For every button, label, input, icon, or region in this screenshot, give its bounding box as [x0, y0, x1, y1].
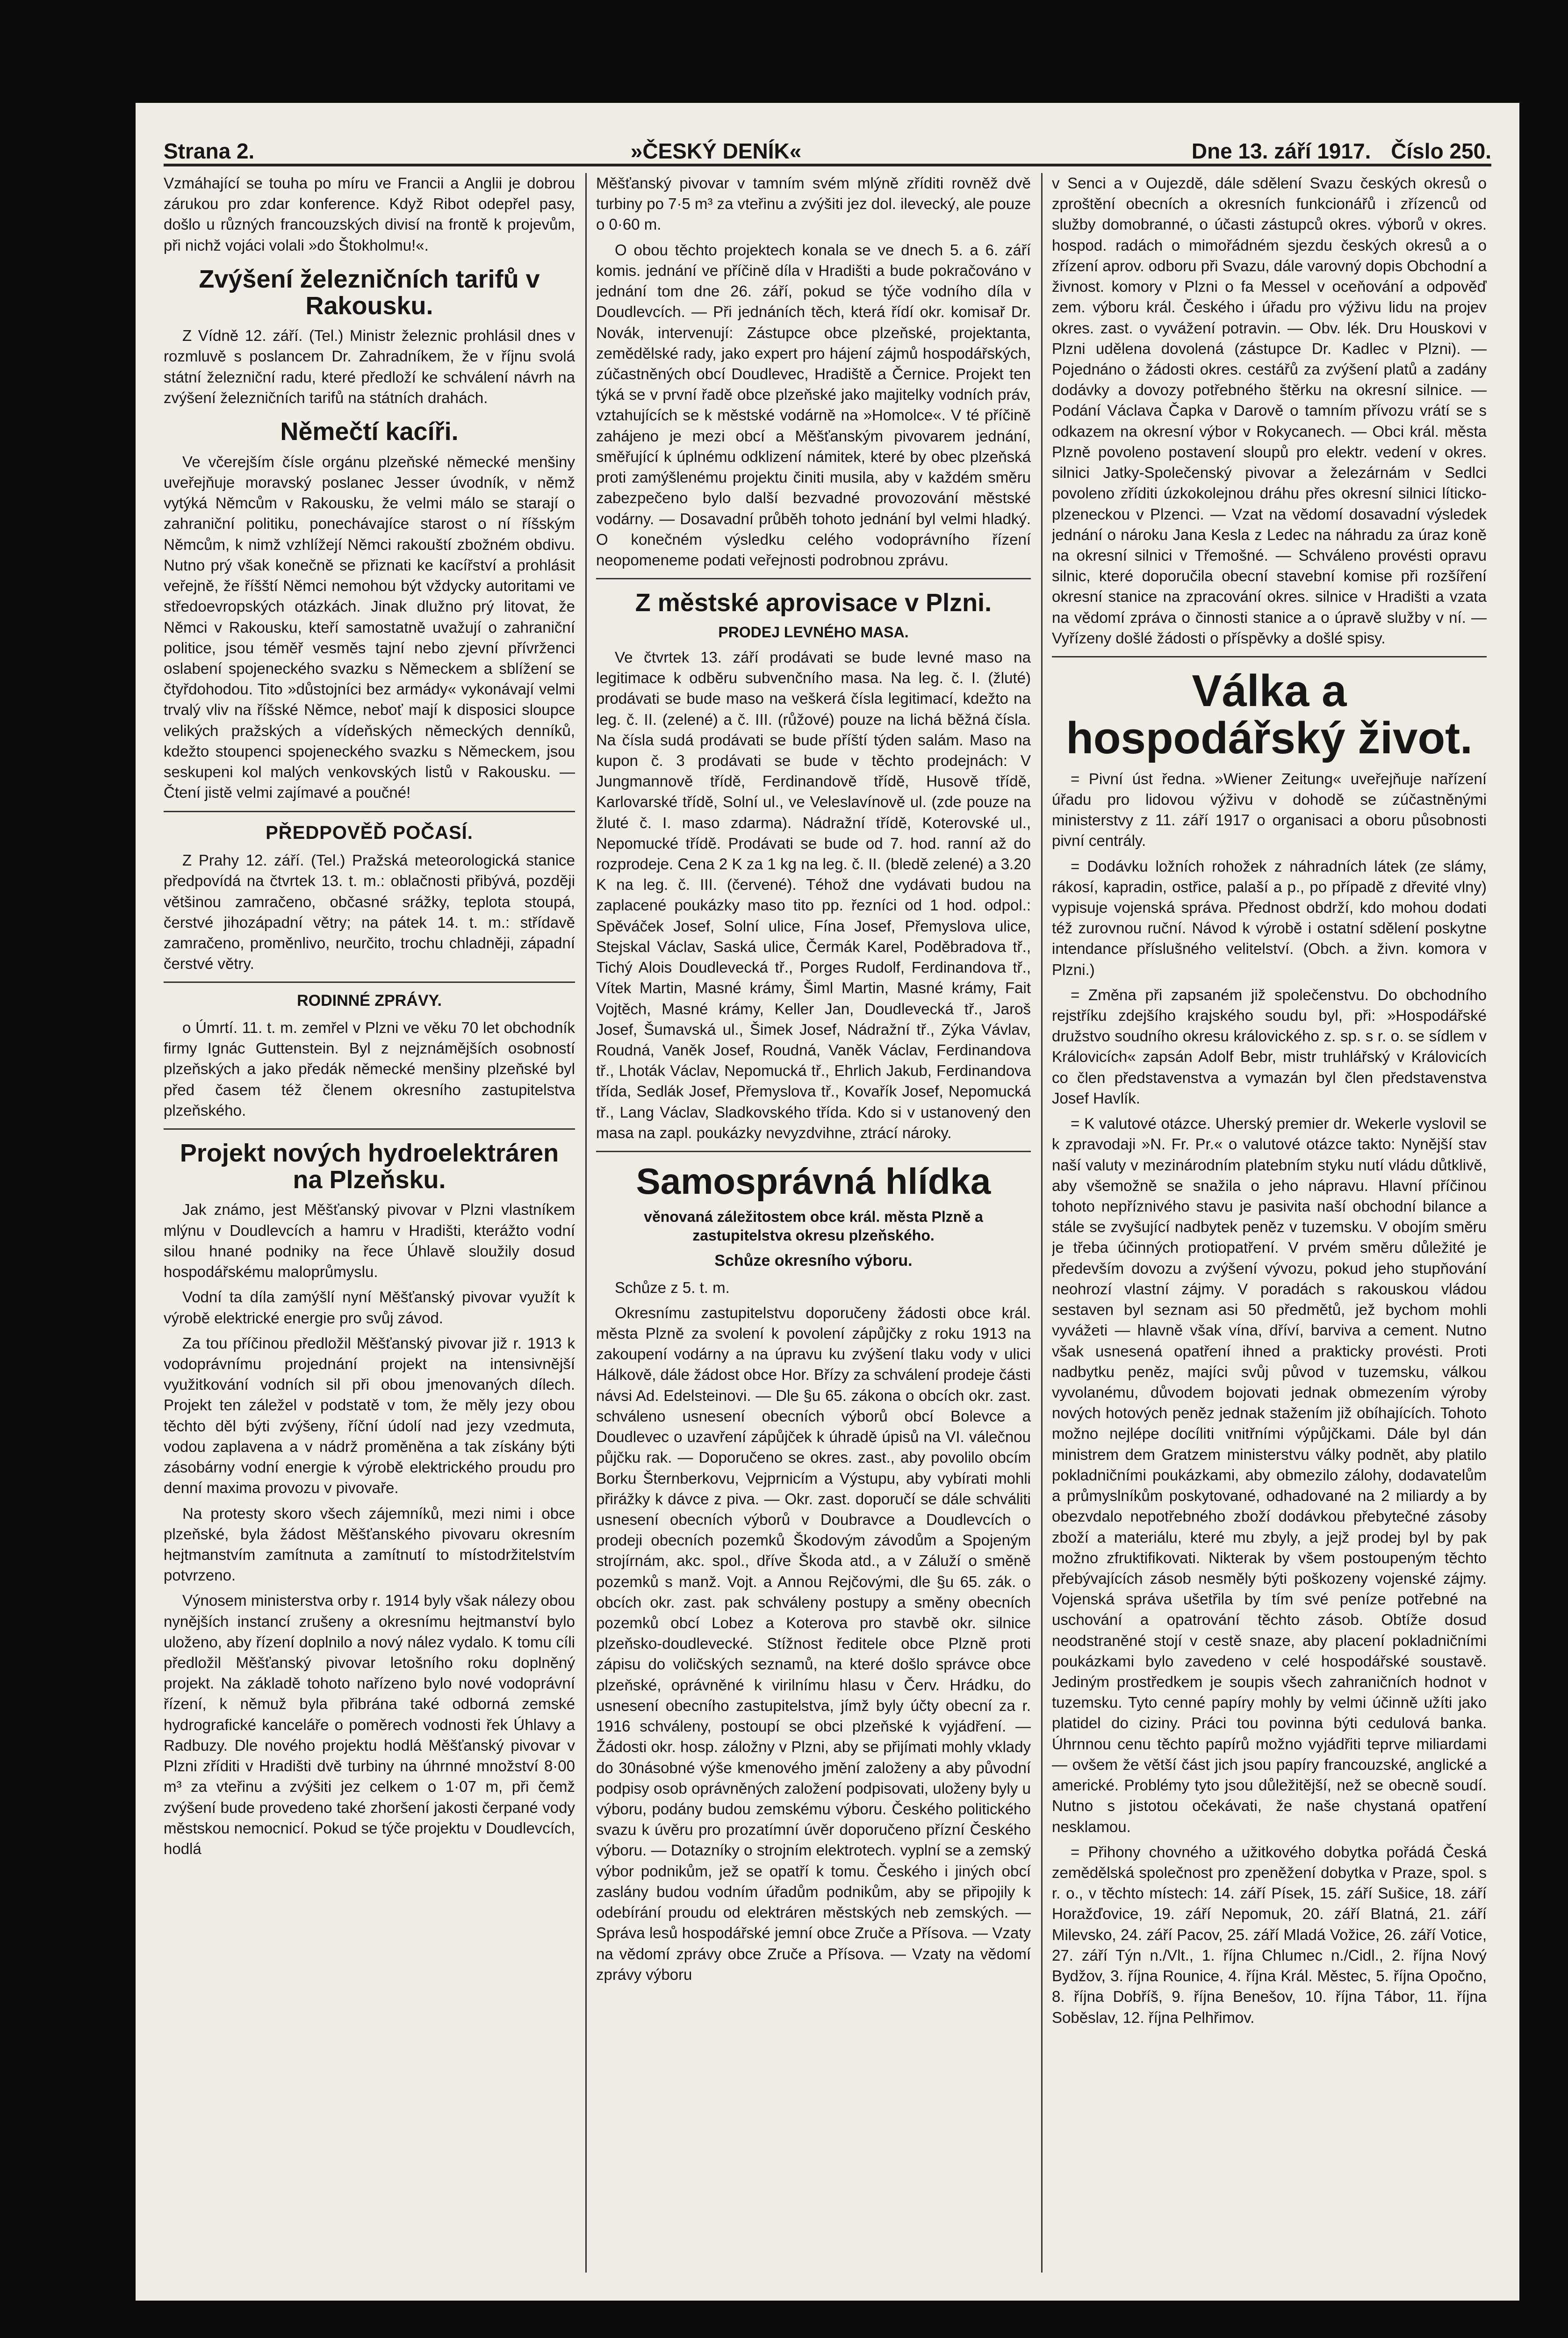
headline-kacir: Němečtí kacíři. — [280, 418, 459, 446]
divider — [596, 1151, 1031, 1152]
article-text: Okresnímu zastupitelstvu doporučeny žádosti obce král. města Plzně za svolení k povolení zápůjčky z roku 1913 na zakoupení vodárny a na úpravu ku zvýšení tlaku vody v ulici Hálkově, dále žádost obce Hor. Břízy za schválení prodeje části návsi Ad. Edelsteinovi. — Dle §u 65. zákona o obcích okr. zast. schváleno usnesení obecních výborů obcí Bolevce a Doudlevec o uzavření zápůjček k úhradě úpisů na VI. válečnou půjčku rak. — Doporučeno se okres. zast., aby povolilo obcím Borku Šternberkovu, Vejprnicím a Výstupu, aby vybírati mohli přirážky k dávce z piva. — Okr. zast. doporučí se dále schváliti usnesení obecních výborů v Doubravce a Doudlevcích o prodeji obecních pozemků Škodovým závodům a Spojeným strojírnám, akc. spol., dříve Škoda atd., a v Záluží o směně pozemků s manž. Vojt. a Annou Rejčovými, dle §u 65. zák. o obcích okr. zast. pak schváleny postupy a směny obecních pozemků obcí Lobez a Koterova pro stavbě okr. silnice plzeňsko-doudlevecké. Stížnost ředitele obce Plzně proti zápisu do voličských seznamů, na které došlo správce obce plzeňské, oprávněné k virilnímu hlasu v Červ. Hrádku, do usnesení obecního zastupitelstva, jímž byly účty obecní za r. 1916 schváleny, postoupí se obci plzeňské k vyjádření. — Žádosti okr. hosp. záložny v Plzni, aby se přijímati mohly vklady do 30násobné výše kmenového jmění založeny a aby původní podpisy osob oprávněných založení podpisovati, uloženy byly u výboru, podány budou zemskému výboru. Českého politického svazu k úvěru pro prozatímní úvěr doporučeno přízní Českého výboru. — Dotazníky o strojním elektrotech. vyplní se a zemský výbor podnikům, jež se opatří k tomu. Českého i jiných obcí zaslány budou vodním úřadům podnikům, aby se připojily k odebírání proudu od elektráren městských neb zemských. — Správa lesů hospodářské jemní obce Zruče a Přísova. — Vzaty na vědomí zprávy obce Zruče a Přísova. — Vzaty na vědomí zprávy výboru — [596, 1304, 1031, 1983]
divider — [164, 981, 575, 983]
article-text: Výnosem ministerstva orby r. 1914 byly však nálezy obou nynějších instancí zrušeny a okresnímu hejtmanství bylo uloženo, aby řízení doplnilo a nový nález vydalo. K tomu cíli předložil Měšťanský pivovar letošního roku doplněný projekt. Na základě tohoto nařízeno bylo nové vodoprávní řízení, k němuž byla přibrána také odborná zemské hydrografické kanceláře o poměrech vodnosti řek Úhlavy a Radbuzy. Dle nového projektu hodlá Měšťanský pivovar v Plzni zříditi v Hradišti dvě turbiny na úhrnné množství 8·00 m³ za vteřinu a zvýšiti jez celkem o 1·07 m, při čemž zvýšení bude provedeno také zhoršení jakosti čerpané vody městskou nemocnicí. Pokud se týče projektu v Doudlevcích, hodlá — [164, 1592, 575, 1858]
article-text: = Změna při zapsaném již společenstvu. Do obchodního rejstříku zdejšího krajského soudu byl, při: »Hospodářské družstvo soudního okresu královického z. sp. s r. o. se sídlem v Královicích« zapsán Adolf Bebr, mistr truhlářský v Královicích co člen představenstva a vymazán byl člen představenstva Josef Havlík. — [1052, 986, 1487, 1107]
headline-tarify: Zvýšení železničních tarifů v Rakousku. — [199, 265, 540, 320]
column-divider — [585, 173, 587, 2273]
article-text: Měšťanský pivovar v tamním svém mlýně zříditi rovněž dvě turbiny po 7·5 m³ za vteřinu a zvýšiti jez dol. ilevecký, ale pouze o 0·60 m. — [596, 174, 1031, 233]
column-1 — [164, 173, 575, 2273]
divider — [596, 578, 1031, 579]
column-3 — [1052, 173, 1487, 2273]
article-text: = Pivní úst ředna. »Wiener Zeitung« uveřejňuje nařízení úřadu pro lidovou výživu v dohodě se zúčastněnými ministerstvy z 11. září 1917 o organisaci a oboru působnosti pivní centrály. — [1052, 770, 1487, 850]
article-text: Schůze z 5. t. m. — [615, 1278, 730, 1296]
headline-valka: Válka a hospodářský život. — [1066, 666, 1473, 763]
divider — [164, 1128, 575, 1130]
article-text: = Přihony chovného a užitkového dobytka pořádá Česká zemědělská společnost pro zpeněžení dobytka v Praze, spol. s r. o., v těchto místech: 14. září Písek, 15. září Sušice, 18. září Horažďovice, 19. září Nepomuk, 20. září Blatná, 21. září Milevsko, 24. září Pacov, 25. září Mladá Vožice, 26. září Votice, 27. září Týn n./Vlt., 1. října Chlumec n./Cidl., 2. října Nový Bydžov, 3. října Rounice, 4. října Král. Městec, 5. října Opočno, 8. října Dobříš, 9. října Benešov, 10. října Tábor, 11. října Soběslav, 12. října Pelhřimov. — [1052, 1843, 1487, 2026]
article-text: Ve čtvrtek 13. září prodávati se bude levné maso na legitimace k odběru subvenčního masa. Na leg. č. I. (žluté) prodávati se bude maso na veškerá čísla legitimací, kdežto na leg. č. II. (zelené) a č. III. (růžové) pouze na lichá běžná čísla. Na čísla sudá prodávati se bude příští týden salám. Maso na kupon č. 3 prodávati se bude v těchto prodejnách: V Jungmannově třídě, Ferdinandově třídě, Husově třídě, Karlovarské třídě, Solní ul., ve Veleslavínově ul. (zde pouze na žluté č. I. maso zdarma). Nádražní třídě, Koterovské ul., Nepomucké třídě. Prodávati se bude od 7. hod. ranní až do rozprodeje. Cena 2 K za 1 kg na leg. č. II. (bledě zelené) a 3.20 K na leg. č. III. (červené). Téhož dne vydávati budou na zaplacené poukázky maso tito pp. řezníci od 1 hod. odpol.: Spěváček Josef, Solní ulice, Fína Josef, Přemyslova ulice, Stejskal Václav, Saská ulice, Čermák Karel, Poděbradova tř., Tichý Alois Doudlevecká tř., Porges Rudolf, Ferdinandova tř., Vítek Martin, Masné krámy, Šiml Martin, Masné krámy, Fait Vojtěch, Masné krámy, Keller Jan, Doudlevecká tř., Jaroš Josef, Šumavská ul., Šimek Josef, Nádražní tř., Zýka Vávlav, Roudná, Vaněk Josef, Roudná, Vaněk Václav, Ferdinandova tř., Lhoták Václav, Nepomucká tř., Ehrlich Jakub, Ferdinandova třída, Sedlák Josef, Přemyslova tř., Kovařík Josef, Nepomucká tř., Lang Václav, Sladkovského třída. Kdo si v ustanovený den masa na zapl. poukázky nevyzdvihne, ztrácí nároky. — [596, 648, 1031, 1141]
column-divider — [1041, 173, 1043, 2273]
headline-rodinne: RODINNÉ ZPRÁVY. — [297, 992, 442, 1010]
column-2 — [596, 173, 1031, 2273]
header-right — [1178, 138, 1491, 164]
article-text: = Dodávku ložních rohožek z náhradních látek (ze slámy, rákosí, kapradin, ostřice, palaší a p., po případě z dřevité vlny) vypisuje vojenská správa. Přednost obdrží, kdo mohou dodati též zurovnou ruční. Návod k výrobě i ostatní sdělení poskytne intendance příslušného velitelství. (Obch. a živn. komora v Plzni.) — [1052, 857, 1487, 978]
article-text: v Senci a v Oujezdě, dále sdělení Svazu českých okresů o zproštění obecních a okresních funkcionářů i zřízenců od služby domobranné, o účasti zástupců okres. výborů v okres. hospod. radách o mimořádném sjezdu českých okresů a o zřízení aprov. odboru při Svazu, dále varovný dopis Obchodní a živnost. komory v Plzni o fa Messel v oceňování a odpověď zem. výboru král. Českého i úřadu pro výživu lidu na projev okres. zast. o vyvážení potravin. — Obv. lék. Dru Houskovi v Plzni udělena dovolená (zástupce Dr. Kadlec v Plzni). — Pojednáno o žádosti okres. cestářů za zvýšení platů a zadány dodávky a dovozy potřebného štěrku na okresní silnice. — Podání Václava Čapka v Darově o tamním přívozu vrátí se s odkazem na okresní výbor v Rokycanech. — Obci král. města Plzně povoleno postavení sloupů pro elektr. vedení v okres. silnici Jatky-Společenský pivovar a železárnám v Sedlci povoleno zříditi úzkokolejnou dráhu přes okresní silnici líticko-plzeneckou v Plzenci. — Vzat na vědomí dosavadní výsledek jednání o nároku Jana Kesla z Ledec na náhradu za úraz koně na okresní silnici v Třemošné. — Schváleno provésti opravu silnic, které doporučila obecní stavební komise při rozšíření okresní stanice na zpracování okres. silnice v Hradišti a vzata na vědomí zpráva o činnosti stanice a o úpravě služby v ní. — Vyřízeny došlé žádosti o příspěvky a došlé spisy. — [1052, 174, 1487, 647]
article-text: Vzmáhající se touha po míru ve Francii a Anglii je dobrou zárukou pro zdar konference. Když Ribot odepřel pasy, došlo u různých francouzských divisí na frontě k projevům, při nichž vojáci volali »do Štokholmu!«. — [164, 174, 575, 254]
headline-aprovisace: Z městské aprovisace v Plzni. — [635, 589, 992, 617]
divider — [1052, 656, 1487, 657]
headline-pocasi: PŘEDPOVĚĎ POČASÍ. — [266, 822, 473, 843]
divider — [164, 811, 575, 812]
headline-projekt: Projekt nových hydroelektráren na Plzeňsku. — [180, 1139, 559, 1194]
headline-hlidka: Samosprávná hlídka — [636, 1161, 991, 1202]
masthead-title: »ČESKÝ DENÍK« — [630, 139, 802, 163]
article-text: Z Prahy 12. září. (Tel.) Pražská meteorologická stanice předpovídá na čtvrtek 13. t. m.: oblačnosti přibývá, později většinou zamračeno, občasné srážky, teplota stoupá, čerstvé jihozápadní větry; na pátek 14. t. m.: střídavě zamračeno, proměnlivo, neurčito, trochu chladněji, západní čerstvé větry. — [164, 851, 575, 973]
subheadline: věnovaná záležitostem obce král. města Plzně a zastupitelstva okresu plzeňského. — [644, 1208, 983, 1244]
page-header — [164, 131, 1491, 166]
article-text: = K valutové otázce. Uherský premier dr. Wekerle vyslovil se k zpravodaji »N. Fr. Pr.« o valutové otázce takto: Nynější stav naší valuty v mezinárodním platebním styku nutí vládu důtklivě, aby všemožně se snažila o jeho nápravu. Hlavní příčinou tohoto nepříznivého stavu je pasivita naší obchodní bilance a stále se zvyšující nadbytek peněz v tuzemsku. V obojím směru je třeba účinných protiopatření. V prvém směru důležité je především dovozu a zvýšení vývozu, pokud jeho stupňování neohrozí vlastní zájmy. V poradách s rakouskou vládou sestaven byl seznam asi 50 předmětů, jež bychom mohli vyvážeti — hlavně však vína, dříví, barviva a cement. Nutno však usnesená opatření ihned a prakticky provésti. Proti nadbytku peněz, majíci svůj původ v tuzemsku, válkou vyvolanému, důvodem bojovati jednak obmezením výroby nových hotových peněz jednak stažením již obíhajících. Tohoto možno nejlépe docíliti vnitřními výpůjčkami. Dále byl dán ministrem dem Gratzem ministerstvu války podnět, aby platilo pokladničními poukázkami, aby obmezilo zálohy, dodavatelům a průmyslníkům poskytované, odhadované na 2 miliardy a by obezvdalo nepotřebného zboží dodávkou přebytečné zásoby zboží a materiálu, které mu zbyly, a jejž prodej byl by pak možno zfruktifikovati. Nikterak by všem postoupeným těchto přebývajících zásob nesměly býti poškozeny vojenské zájmy. Vojenská správa ušetřila by tím své peníze potřebné na uschování a opatrování těchto zásob. Obtíže dosud neodstraněné stojí v cestě snaze, aby placení pokladničními poukázkami bylo zavedeno v celé hospodářské soustavě. Jediným prostředkem je soupis všech zahraničních hodnot v tuzemsku. Tyto cenné papíry mohly by velmi účinně užíti jako platidel do ciziny. Práci tou povinna býti cedulová banka. Úhrnnou cenu těchto papírů možno vyjádřiti teprve miliardami — ovšem že větší část jich jsou papíry francouzské, anglické a americké. Problémy tyto jsou důležitější, než se obecně soudí. Nutno s jistotou očekávati, že naše chystaná opatření nesklamou. — [1052, 1115, 1487, 1835]
article-text: o Úmrtí. 11. t. m. zemřel v Plzni ve věku 70 let obchodník firmy Ignác Guttenstein. Byl z nejznámějších osobností plzeňských a jako předák německé menšiny plzeňské byl před časem též členem okresního zastupitelstva plzeňského. — [164, 1018, 575, 1119]
article-text: Ve včerejším čísle orgánu plzeňské německé menšiny uveřejňuje moravský poslanec Jesser úvodník, v němž vytýká Němcům v Rakousku, že velmi málo se starají o zahraniční politiku, ponechávajíce starost o ní říšským Němcům, k nimž vzhlížejí Němci rakouští zbožném obdivu. Nutno prý však konečně se přiznati ke kacířství a prohlásit veřejně, že říšští Němci nemohou být vždycky autoritami ve středoevropských otázkách. Jinak dlužno prý litovat, že Němci v Rakousku, kteří samostatně uvažují o zahraniční politice, jsou téměř vesměs tajní nebo zjevní přívrženci oslabení spojeneckého svazku s Německem a sblížení se čtyřdohodou. Tito »důstojníci bez armády« vykonávají velmi trvalý vliv na říšské Němce, neboť mají k disposici sloupce velikých pražských a vídeňských německých denníků, kdežto stoupenci spojeneckého svazku s Německem, jsou seskupeni kol malých venkovských listů v Rakousku. — Čtení jistě velmi zajímavé a poučné! — [164, 453, 575, 801]
article-text: O obou těchto projektech konala se ve dnech 5. a 6. září komis. jednání ve příčině díla v Hradišti a bude pokračováno v jednání tom dne 26. září, pokud se týče vodního díla v Doudlevcích. — Při jednáních těch, která řídí okr. komisař Dr. Novák, intervenují: Zástupce obce plzeňské, projektanta, zemědělské rady, jako expert pro hájení zájmů hospodářských, zúčastněných obcí Doudlevec, Hradiště a Černice. Projekt ten týká se v první řadě obce plzeňské jako majitelky vodních práv, vztahujících se k městské vodárně na »Homolce«. V té příčině zahájeno je mezi obcí a Měšťanským pivovarem jednání, směřující k úplnému odklizení námitek, které by obec plzeňská proti zamýšlenému projektu činiti musila, aby v každém směru zabezpečeno bylo další bezvadné provozování městské vodárny. — Dosavadní průběh tohoto jednání byl velmi hladký. O konečném výsledku celého vodoprávního řízení neopomeneme podati veřejnosti podrobnou zprávu. — [596, 241, 1031, 569]
article-text: Vodní ta díla zamýšlí nyní Měšťanský pivovar využít k výrobě elektrické energie pro svůj závod. — [164, 1288, 575, 1327]
newspaper-page — [136, 103, 1519, 2301]
article-text: Jak známo, jest Měšťanský pivovar v Plzni vlastníkem mlýnu v Doudlevcích a hamru v Hradišti, kterážto vodní silou hnané podniky na řece Úhlavě sloužily dosud hospodářskému maloprůmyslu. — [164, 1201, 575, 1281]
article-text: Na protesty skoro všech zájemníků, mezi nimi i obce plzeňské, byla žádost Měšťanského pivovaru okresním hejtmanstvím zamítnuta a zamítnutí to místodržitelstvím potvrzeno. — [164, 1504, 575, 1584]
subheadline: PRODEJ LEVNÉHO MASA. — [718, 623, 909, 641]
article-text: Z Vídně 12. září. (Tel.) Ministr železnic prohlásil dnes v rozmluvě s poslancem Dr. Zahradníkem, že v říjnu svolá státní železniční radu, které předloží ke schválení návrh na zvýšení železničních tarifů na státních drahách. — [164, 327, 575, 406]
headline-schuze: Schůze okresního výboru. — [714, 1251, 913, 1270]
issue-number: Číslo 250. — [1391, 139, 1491, 163]
issue-date: Dne 13. září 1917. — [1191, 139, 1371, 163]
page-number: Strana 2. — [164, 139, 255, 163]
article-text: Za tou příčinou předložil Měšťanský pivovar již r. 1913 k vodoprávnímu projednání projekt na intensivnější využitkování vodních sil při obou jmenovaných dílech. Projekt ten záležel v podstatě v tom, že měly jezy obou těchto děl býti zvýšeny, říční údolí nad jezy vzedmuta, vodou zaplavena a v nádrž proměněna a tak získány býti zásobárny vodní energie k výrobě elektrického proudu pro denní maxima provozu v pivovaře. — [164, 1334, 575, 1497]
